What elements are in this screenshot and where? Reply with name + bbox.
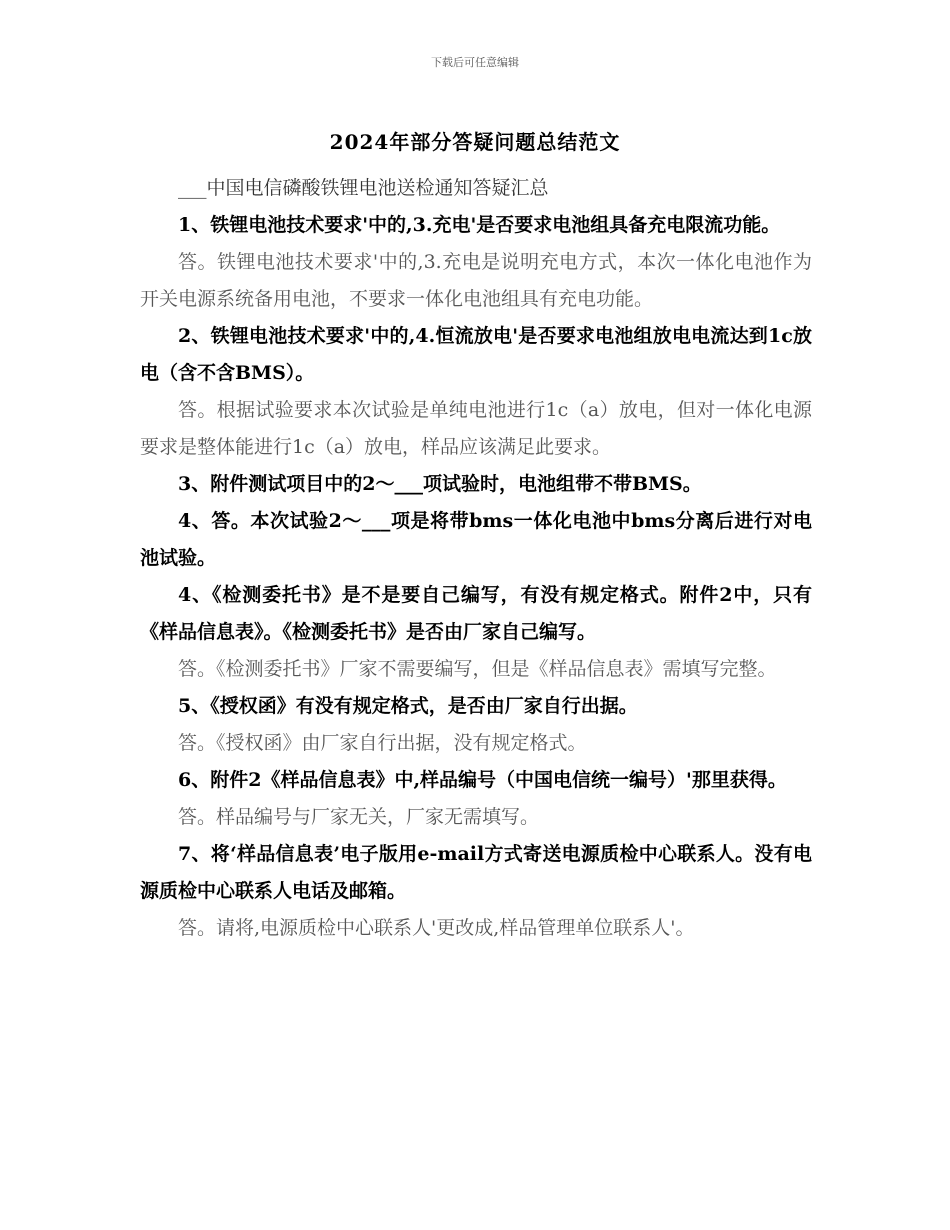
answer-4: 答。《检测委托书》厂家不需要编写，但是《样品信息表》需填写完整。 — [178, 658, 777, 680]
answer-6: 答。样品编号与厂家无关，厂家无需填写。 — [178, 806, 540, 828]
document-title: 2024年部分答疑问题总结范文 — [329, 130, 621, 154]
question-4: 4、《检测委托书》是不是要自己编写，有没有规定格式。附件2中，只有《样品信息表》。《检测委托书》是否由厂家自己编写。 — [140, 584, 812, 643]
answer-3: 4、答。本次试验2～___项是将带bms一体化电池中bms分离后进行对电池试验。 — [140, 510, 812, 569]
answer-7: 答。请将,电源质检中心联系人'更改成,样品管理单位联系人'。 — [178, 917, 695, 939]
question-3: 3、附件测试项目中的2～___项试验时，电池组带不带BMS。 — [178, 473, 702, 495]
question-5: 5、《授权函》有没有规定格式，是否由厂家自行出据。 — [178, 695, 638, 717]
subtitle-line: ___中国电信磷酸铁锂电池送检通知答疑汇总 — [178, 177, 549, 199]
header-note: 下载后可任意编辑 — [431, 56, 519, 69]
question-6: 6、附件2《样品信息表》中,样品编号（中国电信统一编号）'那里获得。 — [178, 769, 787, 791]
answer-1: 答。铁锂电池技术要求'中的,3.充电是说明充电方式，本次一体化电池作为开关电源系统备用电池，不要求一体化电池组具有充电功能。 — [140, 251, 812, 310]
document-body — [140, 170, 812, 947]
answer-5: 答。《授权函》由厂家自行出据，没有规定格式。 — [178, 732, 587, 754]
answer-2: 答。根据试验要求本次试验是单纯电池进行1c（a）放电，但对一体化电源要求是整体能进行1c（a）放电，样品应该满足此要求。 — [140, 399, 812, 458]
question-2: 2、铁锂电池技术要求'中的,4.恒流放电'是否要求电池组放电电流达到1c放电（含不含BMS）。 — [140, 325, 812, 384]
question-1: 1、铁锂电池技术要求'中的,3.充电'是否要求电池组具备充电限流功能。 — [178, 214, 781, 236]
question-7: 7、将‘样品信息表’电子版用e-mail方式寄送电源质检中心联系人。没有电源质检中心联系人电话及邮箱。 — [140, 843, 812, 902]
